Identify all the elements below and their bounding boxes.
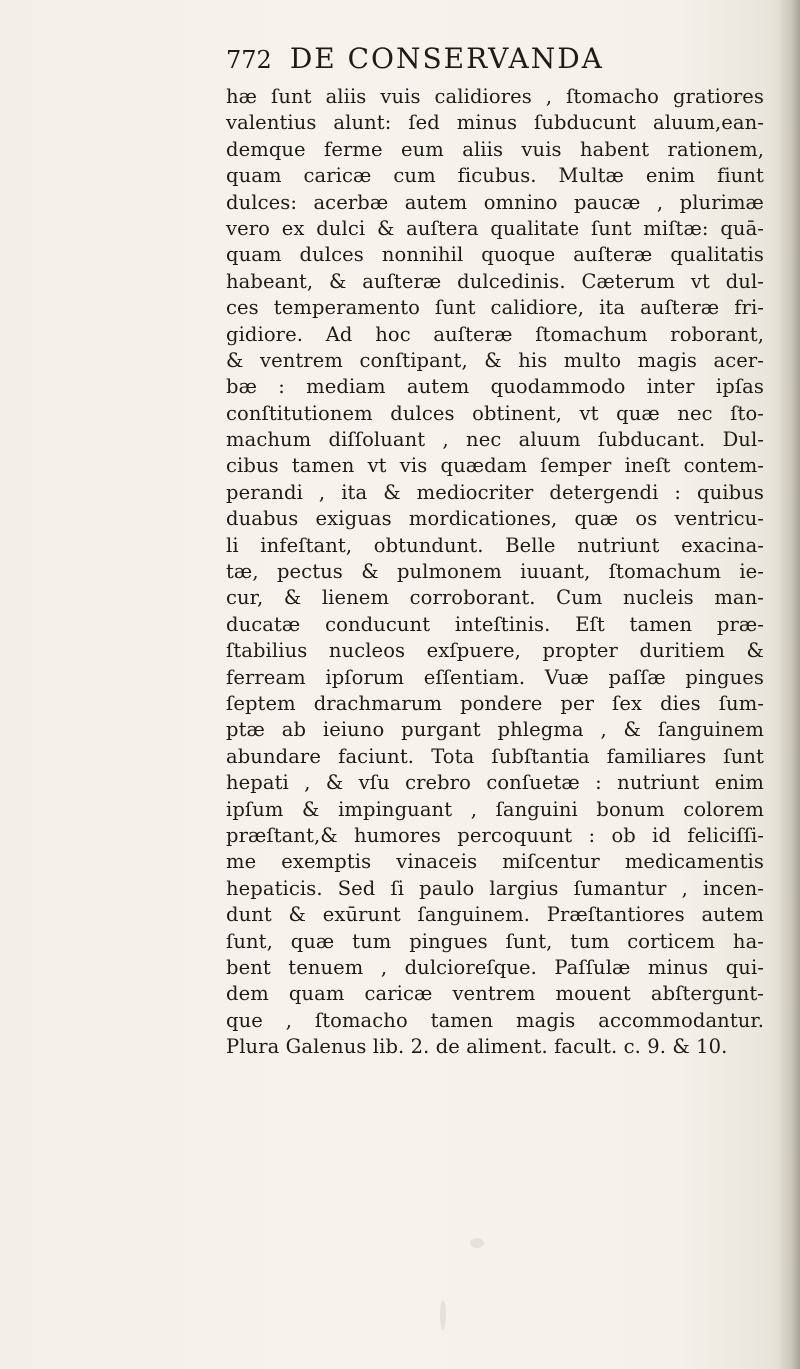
text-line: ptæ ab ieiuno purgant phlegma , & ſanguinem xyxy=(226,718,764,742)
text-line: Plura Galenus lib. 2. de aliment. facult. c. 9. & 10. xyxy=(226,1035,728,1059)
text-line: gidiore. Ad hoc auſteræ ſtomachum roborant, xyxy=(226,322,764,346)
text-line: ducatæ conducunt inteſtinis. Eſt tamen præ- xyxy=(226,612,764,636)
text-line: quam caricæ cum ficubus. Multæ enim fiunt xyxy=(226,164,764,188)
text-line: ferream ipſorum eſſentiam. Vuæ paſſæ pingues xyxy=(226,665,764,689)
text-line: machum diſſoluant , nec aluum ſubducant. Dul- xyxy=(226,428,764,452)
text-line: tæ, pectus & pulmonem iuuant, ſtomachum ie- xyxy=(226,560,764,584)
paper-stain xyxy=(470,1238,484,1248)
text-line: præſtant,& humores percoquunt : ob id feliciſſi- xyxy=(226,823,764,847)
text-line: ſeptem drachmarum pondere per ſex dies ſum- xyxy=(226,691,764,715)
text-line: ſunt, quæ tum pingues ſunt, tum corticem ha- xyxy=(226,929,764,953)
text-line: ipſum & impinguant , ſanguini bonum colorem xyxy=(226,797,764,821)
text-line: habeant, & auſteræ dulcedinis. Cæterum vt dul- xyxy=(226,269,764,293)
text-line: li infeſtant, obtundunt. Belle nutriunt exacina- xyxy=(226,533,764,557)
text-line: abundare faciunt. Tota ſubſtantia familiares ſunt xyxy=(226,744,764,768)
text-line: cibus tamen vt vis quædam ſemper ineſt contem- xyxy=(226,454,764,478)
text-line: duabus exiguas mordicationes, quæ os ventricu- xyxy=(226,507,764,531)
body-text xyxy=(226,84,764,1060)
text-line: vero ex dulci & auſtera qualitate ſunt miſtæ: quā- xyxy=(226,216,764,240)
page-edge-shadow xyxy=(778,0,800,1369)
text-line: hepati , & vſu crebro conſuetæ : nutriunt enim xyxy=(226,771,764,795)
text-line: dulces: acerbæ autem omnino paucæ , plurimæ xyxy=(226,190,764,214)
text-line: dunt & exūrunt ſanguinem. Præſtantiores autem xyxy=(226,903,764,927)
text-line: conſtitutionem dulces obtinent, vt quæ nec ſto- xyxy=(226,401,764,425)
text-line: demque ferme eum aliis vuis habent rationem, xyxy=(226,137,764,161)
text-line: bent tenuem , dulcioreſque. Paſſulæ minus qui- xyxy=(226,955,764,979)
running-head: DE CONSERVANDA xyxy=(289,42,604,75)
text-line: quam dulces nonnihil quoque auſteræ qualitatis xyxy=(226,243,764,267)
text-line: perandi , ita & mediocriter detergendi : quibus xyxy=(226,480,764,504)
text-line: hepaticis. Sed ſi paulo largius ſumantur , incen- xyxy=(226,876,764,900)
text-line: ſtabilius nucleos exſpuere, propter duritiem & xyxy=(226,639,764,663)
page-number: 772 xyxy=(226,46,272,74)
paper-stain xyxy=(440,1300,446,1330)
text-line: que , ſtomacho tamen magis accommodantur. xyxy=(226,1008,764,1032)
text-line: & ventrem conſtipant, & his multo magis acer- xyxy=(226,348,764,372)
text-line: me exemptis vinaceis miſcentur medicamentis xyxy=(226,850,764,874)
page-header xyxy=(226,42,604,82)
text-line: ces temperamento ſunt calidiore, ita auſteræ fri- xyxy=(226,296,764,320)
text-line: bæ : mediam autem quodammodo inter ipſas xyxy=(226,375,764,399)
text-line: dem quam caricæ ventrem mouent abſtergunt- xyxy=(226,982,764,1006)
text-line: hæ ſunt aliis vuis calidiores , ſtomacho gratiores xyxy=(226,85,764,108)
text-line: valentius alunt: ſed minus ſubducunt aluum,ean- xyxy=(226,111,764,135)
text-line: cur, & lienem corroborant. Cum nucleis man- xyxy=(226,586,764,610)
